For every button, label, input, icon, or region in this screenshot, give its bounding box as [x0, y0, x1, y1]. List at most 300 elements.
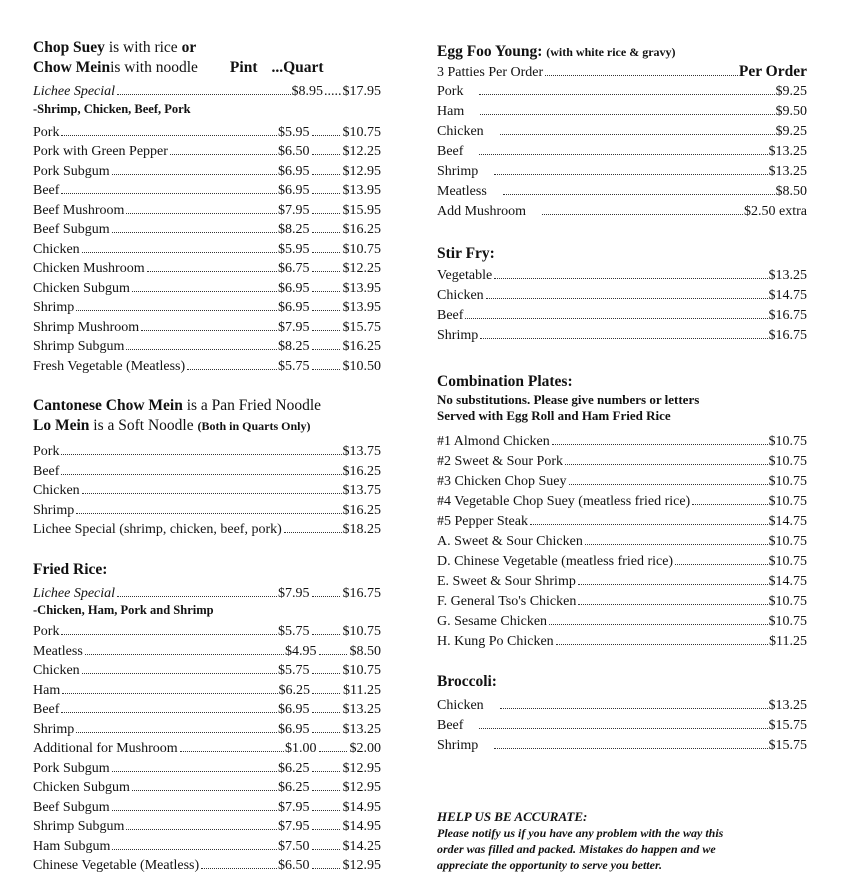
leader-dots [61, 135, 277, 136]
chow-mein-header [33, 58, 381, 78]
combination-note-1: No substitutions. Please give numbers or letters [437, 392, 700, 407]
leader-dots [180, 751, 284, 752]
quart-price: $10.75 [342, 624, 381, 639]
leader-dots [319, 751, 347, 752]
menu-item-row [33, 817, 381, 837]
leader-dots [82, 252, 277, 253]
stir-fry-title: Stir Fry: [437, 245, 495, 262]
item-price: $10.75 [768, 594, 807, 609]
item-name: Chicken [437, 698, 484, 713]
quart-price: $15.95 [342, 202, 381, 218]
item-name: Shrimp [33, 721, 75, 737]
leader-dots [569, 484, 768, 485]
item-name: Pork [33, 444, 60, 459]
item-name: E. Sweet & Sour Shrimp [437, 574, 576, 589]
item-name: Beef [33, 702, 60, 717]
leader-dots [312, 693, 340, 694]
item-name: Chicken [33, 483, 80, 498]
right-column [437, 42, 807, 873]
pint-price: $5.75 [278, 358, 310, 374]
menu-item-row [33, 798, 381, 818]
pint-price: $7.95 [278, 819, 310, 834]
item-name: Pork with Green Pepper [33, 144, 168, 159]
quart-price: $13.95 [342, 300, 381, 315]
fried-rice-special-note: -Chicken, Ham, Pork and Shrimp [33, 603, 214, 617]
leader-dots [312, 310, 340, 311]
quart-price: $13.95 [342, 280, 381, 296]
help-line-3: appreciate the opportunity to serve you better. [437, 858, 662, 872]
item-name: Shrimp [437, 164, 479, 179]
leader-dots [312, 790, 340, 791]
item-name: A. Sweet & Sour Chicken [437, 534, 583, 549]
item-name: Beef Subgum [33, 799, 110, 815]
menu-item-row [33, 837, 381, 857]
item-price: $10.75 [768, 454, 807, 469]
menu-item-row [437, 592, 807, 612]
item-price: $13.25 [768, 144, 807, 159]
item-name: Ham Subgum [33, 838, 111, 854]
pint-price: $6.95 [278, 183, 310, 198]
item-price: $16.25 [342, 463, 381, 479]
item-name: Chinese Vegetable (Meatless) [33, 858, 200, 873]
chop-suey-header [33, 38, 381, 58]
menu-item-row [33, 220, 381, 240]
pint-price: $6.25 [278, 760, 310, 776]
pint-price: $7.95 [278, 585, 310, 601]
item-price: $10.75 [768, 554, 807, 569]
quart-price: $10.75 [342, 124, 381, 140]
menu-item-row [437, 552, 807, 572]
leader-dots [76, 310, 277, 311]
item-price: $2.50 extra [744, 204, 807, 219]
item-name: Meatless [33, 643, 83, 659]
help-title: HELP US BE ACCURATE: [437, 809, 588, 824]
item-name: Fresh Vegetable (Meatless) [33, 358, 186, 374]
menu-item-row [33, 778, 381, 798]
menu-item-row [437, 612, 807, 632]
leader-dots [479, 728, 767, 729]
menu-item-row [33, 142, 381, 162]
leader-dots [312, 193, 340, 194]
leader-dots [312, 135, 340, 136]
leader-dots [312, 810, 340, 811]
leader-dots [312, 673, 340, 674]
leader-dots [312, 771, 340, 772]
pint-price: $6.75 [278, 261, 310, 276]
leader-dots [479, 94, 774, 95]
per-order-label: Per Order [738, 63, 807, 80]
item-name: Beef Mushroom [33, 202, 125, 218]
lo-mein-header [33, 416, 381, 436]
leader-dots [500, 134, 775, 135]
quart-price: $12.95 [342, 780, 381, 795]
pint-price: $1.00 [285, 741, 317, 756]
menu-item-row [33, 622, 381, 642]
menu-item-row [33, 240, 381, 260]
leader-dots [312, 291, 340, 292]
item-name: D. Chinese Vegetable (meatless fried rice) [437, 554, 674, 569]
cantonese-desc: is a Pan Fried Noodle [182, 397, 322, 414]
broccoli-list [437, 696, 807, 756]
menu-item-row [33, 501, 381, 521]
leader-dots [675, 564, 767, 565]
menu-item-row [437, 122, 807, 142]
leader-dots [312, 829, 340, 830]
item-price: $16.75 [768, 308, 807, 323]
quart-price: $14.25 [342, 838, 381, 854]
menu-item-row [437, 472, 807, 492]
item-name: Chicken Subgum [33, 280, 130, 296]
leader-dots [126, 349, 277, 350]
fried-rice-special-row [33, 584, 381, 604]
fried-rice-list [33, 622, 381, 876]
pint-price: $7.50 [278, 838, 310, 854]
pint-price: $4.95 [285, 643, 317, 659]
item-name: Chicken [437, 288, 484, 303]
item-price: $13.25 [768, 698, 807, 713]
leader-dots [530, 524, 768, 525]
cantonese-title: Cantonese Chow Mein [33, 397, 183, 414]
leader-dots [312, 349, 340, 350]
quart-price: $13.95 [342, 183, 381, 198]
item-price: $14.75 [768, 574, 807, 589]
leader-dots [132, 790, 277, 791]
item-name: Chicken [33, 241, 80, 257]
egg-foo-young-title: Egg Foo Young: [437, 43, 547, 60]
quart-price: $10.50 [342, 358, 381, 374]
pint-price: $5.95 [278, 124, 310, 140]
item-name: Chicken [437, 124, 484, 139]
quart-price: $13.25 [342, 721, 381, 737]
pint-price: $7.95 [278, 202, 310, 218]
menu-item-row [33, 357, 381, 377]
item-name: Beef [437, 308, 464, 323]
leader-dots [170, 154, 277, 155]
item-name: Shrimp Subgum [33, 819, 125, 834]
combination-list [437, 432, 807, 652]
leader-dots [500, 708, 768, 709]
item-price: $13.25 [768, 268, 807, 283]
quart-price: $14.95 [342, 799, 381, 815]
chop-suey-desc: is with rice [104, 39, 182, 56]
menu-item-row [33, 856, 381, 876]
pint-price: $6.95 [278, 163, 310, 179]
leader-dots [141, 330, 277, 331]
leader-dots [556, 644, 768, 645]
quart-price: $16.25 [342, 222, 381, 237]
pint-price: $5.75 [278, 663, 310, 678]
menu-item-row [33, 181, 381, 201]
leader-dots [201, 868, 277, 869]
leader-dots [312, 154, 340, 155]
item-price: $10.75 [768, 434, 807, 449]
menu-item-row [33, 661, 381, 681]
leader-dots [312, 732, 340, 733]
egg-foo-young-list [437, 82, 807, 222]
fried-rice-title: Fried Rice: [33, 560, 108, 578]
chop-suey-or: or [181, 39, 197, 56]
leader-dots [112, 174, 277, 175]
quart-price: $12.95 [342, 163, 381, 179]
menu-item-row [437, 326, 807, 346]
quart-column-label: ...Quart [271, 59, 324, 76]
menu-item-row [33, 720, 381, 740]
leader-dots [126, 213, 277, 214]
leader-dots [486, 298, 768, 299]
item-name: Shrimp Subgum [33, 339, 125, 354]
item-name: #1 Almond Chicken [437, 434, 550, 449]
leader-dots [284, 532, 342, 533]
menu-item-row [33, 700, 381, 720]
menu-item-row [33, 201, 381, 221]
leader-dots [132, 291, 277, 292]
item-name: Pork Subgum [33, 163, 110, 179]
item-name: Additional for Mushroom [33, 741, 178, 756]
quart-price: $14.95 [342, 819, 381, 834]
item-name: F. General Tso's Chicken [437, 594, 577, 609]
item-name: Pork [33, 624, 60, 639]
menu-item-row [33, 520, 381, 540]
quart-price: $17.95 [342, 84, 381, 99]
leader-dots [61, 634, 277, 635]
menu-item-row [437, 492, 807, 512]
item-price: $9.25 [775, 124, 807, 139]
menu-item-row [437, 572, 807, 592]
leader-dots [312, 849, 340, 850]
leader-dots [61, 712, 277, 713]
cantonese-header [33, 396, 381, 416]
menu-item-row [437, 452, 807, 472]
item-name: Ham [33, 682, 61, 698]
leader-dots [480, 114, 774, 115]
leader-dots [62, 693, 277, 694]
leader-dots [312, 174, 340, 175]
leader-dots [503, 194, 775, 195]
menu-item-row [33, 162, 381, 182]
item-name: Shrimp [33, 502, 75, 518]
item-name: Beef [437, 718, 464, 733]
leader-dots [494, 278, 767, 279]
item-price: $15.75 [768, 738, 807, 753]
leader-dots [692, 504, 767, 505]
pint-price: $6.25 [278, 682, 311, 698]
chop-suey-title: Chop Suey [33, 39, 105, 56]
leader-dots [319, 654, 347, 655]
leader-dots [494, 174, 767, 175]
pint-price: $8.95 [291, 84, 323, 99]
pint-price: $8.25 [278, 339, 310, 354]
leader-dots [312, 232, 340, 233]
patties-row [437, 62, 807, 82]
menu-item-row [33, 318, 381, 338]
leader-dots [542, 214, 743, 215]
menu-item-row [33, 681, 381, 701]
item-name: H. Kung Po Chicken [437, 634, 554, 649]
lo-mein-desc: is a Soft Noodle [89, 417, 198, 434]
item-price: $16.25 [342, 502, 381, 518]
menu-item-row [33, 337, 381, 357]
pint-price: $6.95 [278, 702, 310, 717]
egg-foo-young-note: (with white rice & gravy) [546, 45, 676, 59]
item-price: $14.75 [768, 288, 807, 303]
item-name: Lichee Special [33, 585, 116, 601]
item-name: G. Sesame Chicken [437, 614, 548, 629]
item-name: #2 Sweet & Sour Pork [437, 454, 563, 469]
item-name: Shrimp [33, 300, 75, 315]
pint-price: $5.75 [278, 624, 310, 639]
patties-label: 3 Patties Per Order [437, 65, 544, 80]
broccoli-title: Broccoli: [437, 673, 497, 690]
item-name: Lichee Special [33, 84, 116, 99]
item-name: Chicken [33, 663, 80, 678]
menu-item-row [437, 102, 807, 122]
item-price: $9.25 [775, 84, 807, 99]
quart-price: $15.75 [342, 319, 381, 335]
item-name: Pork [437, 84, 464, 99]
leader-dots [76, 513, 341, 514]
lo-mein-title: Lo Mein [33, 417, 90, 434]
leader-dots [312, 330, 340, 331]
stir-fry-list [437, 266, 807, 346]
chop-suey-list [33, 123, 381, 377]
leader-dots [585, 544, 768, 545]
quart-price: $11.25 [343, 682, 381, 698]
leader-dots [312, 369, 340, 370]
leader-dots [312, 271, 340, 272]
leader-dots [578, 604, 767, 605]
item-price: $8.50 [775, 184, 807, 199]
pint-price: $6.25 [278, 780, 310, 795]
item-price: $15.75 [768, 718, 807, 733]
item-name: Shrimp [437, 738, 479, 753]
menu-item-row [33, 123, 381, 143]
pint-price: $6.50 [278, 858, 310, 873]
item-price: $14.75 [768, 514, 807, 529]
left-column [33, 38, 381, 876]
quart-price: $12.25 [342, 144, 381, 159]
menu-item-row [437, 696, 807, 716]
leader-dots [82, 493, 342, 494]
item-name: Pork [33, 124, 60, 140]
menu-item-row [33, 481, 381, 501]
item-name: Chicken Mushroom [33, 261, 145, 276]
quart-price: $2.00 [349, 741, 381, 756]
leader-dots [565, 464, 768, 465]
leader-dots [61, 193, 277, 194]
leader-dots [479, 154, 767, 155]
leader-dots [494, 748, 767, 749]
leader-dots [61, 454, 341, 455]
leader-dots [312, 868, 340, 869]
leader-dots [112, 810, 277, 811]
item-name: Chicken Subgum [33, 780, 130, 795]
item-name: Beef Subgum [33, 222, 110, 237]
pint-price: $7.95 [278, 799, 310, 815]
item-name: Add Mushroom [437, 204, 527, 219]
combination-title: Combination Plates: [437, 373, 573, 390]
pint-price: $8.25 [278, 222, 310, 237]
leader-dots [549, 624, 767, 625]
menu-item-row [437, 432, 807, 452]
leader-dots [465, 318, 767, 319]
menu-item-row [437, 142, 807, 162]
leader-dots [85, 654, 284, 655]
leader-dots [187, 369, 277, 370]
item-name: #5 Pepper Steak [437, 514, 528, 529]
item-price: $16.75 [768, 328, 807, 343]
item-price: $10.75 [768, 534, 807, 549]
menu-item-row [33, 279, 381, 299]
menu-item-row [33, 462, 381, 482]
menu-item-row [33, 739, 381, 759]
item-name: Beef [33, 463, 60, 479]
menu-item-row [437, 162, 807, 182]
item-price: $13.75 [342, 483, 381, 498]
leader-dots [312, 252, 340, 253]
item-name: #3 Chicken Chop Suey [437, 474, 567, 489]
quart-price: $12.25 [342, 261, 381, 276]
item-name: Meatless [437, 184, 487, 199]
menu-item-row [437, 182, 807, 202]
quart-price: $16.75 [342, 585, 381, 601]
item-name: Lichee Special (shrimp, chicken, beef, pork) [33, 522, 282, 537]
menu-item-row [33, 259, 381, 279]
quart-price: $10.75 [342, 241, 381, 257]
leader-dots [82, 673, 277, 674]
quart-price: $12.95 [342, 760, 381, 776]
menu-item-row [437, 736, 807, 756]
item-name: Shrimp Mushroom [33, 319, 140, 335]
leader-dots [126, 829, 277, 830]
leader-dots [112, 771, 277, 772]
leader-dots [480, 338, 767, 339]
item-price: $10.75 [768, 614, 807, 629]
menu-item-row [437, 532, 807, 552]
chow-mein-desc: is with noodle [110, 59, 198, 76]
menu-item-row [437, 632, 807, 652]
item-name: #4 Vegetable Chop Suey (meatless fried rice) [437, 494, 691, 509]
pint-price: $5.95 [278, 241, 310, 257]
menu-item-row [437, 716, 807, 736]
combination-note-2: Served with Egg Roll and Ham Fried Rice [437, 408, 671, 423]
leader-dots [578, 584, 768, 585]
pint-column-label: Pint [229, 59, 258, 76]
chop-suey-special-row [33, 82, 381, 102]
item-name: Ham [437, 104, 465, 119]
menu-item-row [33, 298, 381, 318]
item-price: $10.75 [768, 474, 807, 489]
item-name: Pork Subgum [33, 760, 110, 776]
item-name: Shrimp [437, 328, 479, 343]
menu-item-row [437, 512, 807, 532]
leader-dots [312, 634, 340, 635]
item-price: $18.25 [342, 522, 381, 537]
item-price: $11.25 [769, 634, 807, 649]
pint-price: $7.95 [278, 319, 310, 335]
menu-item-row [437, 266, 807, 286]
pint-price: $6.50 [278, 144, 310, 159]
menu-item-row [437, 202, 807, 222]
leader-dots [112, 849, 277, 850]
leader-dots [112, 232, 277, 233]
menu-item-row [437, 82, 807, 102]
chow-mein-title: Chow Mein [33, 59, 111, 76]
quart-price: $13.25 [342, 702, 381, 717]
leader-dots [76, 732, 277, 733]
item-name: Beef [33, 183, 60, 198]
item-price: $9.50 [775, 104, 807, 119]
quarts-only-note: (Both in Quarts Only) [197, 419, 311, 433]
